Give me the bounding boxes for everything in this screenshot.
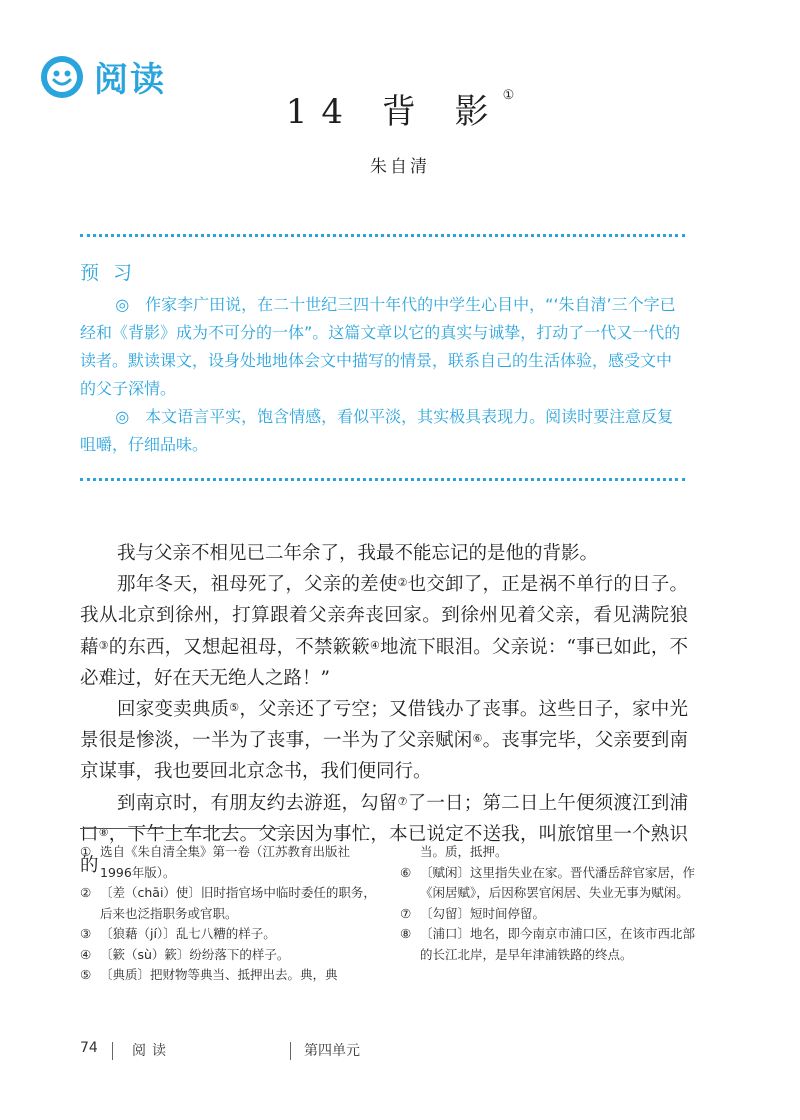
paragraph-4: 到南京时，有朋友约去游逛，勾留⑦了一日；第二日上午便须渡江到浦口⑧，下午上车北去。父亲因为事忙，本已说定不送我，叫旅馆里一个熟识的 bbox=[80, 792, 688, 877]
main-text bbox=[80, 538, 688, 881]
footer-book-title: 阅读 bbox=[132, 1043, 172, 1059]
footnote: ⑥ 〔赋闲〕这里指失业在家。晋代潘岳辞官家居，作《闲居赋》，后因称罢官闲居、失业无事为赋闲。 bbox=[400, 864, 696, 900]
title-footnote-ref[interactable]: ① bbox=[502, 88, 515, 103]
footer-separator bbox=[112, 1042, 113, 1060]
footnote-ref[interactable]: ② bbox=[397, 576, 408, 590]
lesson-title-text: 背 影 bbox=[381, 92, 503, 132]
footnote: ③ 〔狼藉（jí）〕乱七八糟的样子。 bbox=[80, 926, 276, 941]
footnote: ④ 〔簌（sù）簌〕纷纷落下的样子。 bbox=[80, 946, 290, 962]
footnotes-right bbox=[400, 842, 700, 965]
footnote-ref[interactable]: ⑥ bbox=[472, 732, 483, 746]
footnote-ref[interactable]: ⑤ bbox=[229, 701, 240, 715]
page-number: 74 bbox=[80, 1040, 98, 1056]
footer-separator bbox=[290, 1042, 291, 1060]
preview-box bbox=[80, 258, 685, 459]
footnote-ref[interactable]: ④ bbox=[369, 638, 380, 652]
paragraph-1: 我与父亲不相见已二年余了，我最不能忘记的是他的背影。 bbox=[117, 543, 599, 564]
footnote: 当。质，抵押。 bbox=[420, 844, 508, 859]
page-footer bbox=[80, 1038, 680, 1062]
footnote-rule bbox=[80, 828, 280, 829]
footnote: ② 〔差（chāi）使〕旧时指官场中临时委任的职务，后来也泛指职务或官职。 bbox=[80, 885, 376, 921]
paragraph-2: 那年冬天，祖母死了，父亲的差使②也交卸了，正是祸不单行的日子。我从北京到徐州，打算跟着父亲奔丧回家。到徐州见着父亲，看见满院狼藉③的东西，又想起祖母，不禁簌簌④地流下眼泪。父亲说：“事已如此，不必难过，好在天无绝人之路！” bbox=[80, 574, 688, 689]
footnotes-left bbox=[80, 842, 380, 986]
footer-unit: 第四单元 bbox=[304, 1043, 360, 1059]
footnote-ref[interactable]: ⑧ bbox=[98, 825, 109, 839]
footnote: ① 选自《朱自清全集》第一卷（江苏教育出版社1996年版）。 bbox=[80, 844, 351, 880]
dotted-divider-bottom bbox=[80, 478, 685, 481]
dotted-divider-top bbox=[80, 234, 685, 237]
paragraph-3: 回家变卖典质⑤，父亲还了亏空；又借钱办了丧事。这些日子，家中光景很是惨淡，一半为了丧事，一半为了父亲赋闲⑥。丧事完毕，父亲要到南京谋事，我也要回北京念书，我们便同行。 bbox=[80, 699, 688, 783]
preview-paragraph-1: ◎ 作家李广田说，在二十世纪三四十年代的中学生心目中，“‘朱自清’三个字已经和《背影》成为不可分的一体”。这篇文章以它的真实与诚挚，打动了一代又一代的读者。默读课文，设身处地地体会文中描写的情景，联系自己的生活体验，感受文中的父子深情。 bbox=[80, 295, 681, 398]
preview-heading: 预 习 bbox=[80, 262, 137, 284]
author: 朱自清 bbox=[370, 157, 430, 177]
footnote: ⑧ 〔浦口〕地名，即今南京市浦口区，在该市西北部的长江北岸，是早年津浦铁路的终点。 bbox=[400, 926, 696, 962]
preview-paragraph-2: ◎ 本文语言平实，饱含情感，看似平淡，其实极具表现力。阅读时要注意反复咀嚼，仔细品味。 bbox=[80, 407, 674, 454]
section-title: 阅读 bbox=[94, 60, 166, 100]
footnote: ⑦ 〔勾留〕短时间停留。 bbox=[400, 905, 546, 921]
footnote-ref[interactable]: ⑦ bbox=[397, 794, 408, 808]
footnote: ⑤ 〔典质〕把财物等典当、抵押出去。典，典 bbox=[80, 967, 338, 982]
lesson-number: 14 bbox=[285, 92, 357, 132]
footnote-ref[interactable]: ③ bbox=[98, 638, 109, 652]
lesson-title bbox=[0, 84, 800, 133]
